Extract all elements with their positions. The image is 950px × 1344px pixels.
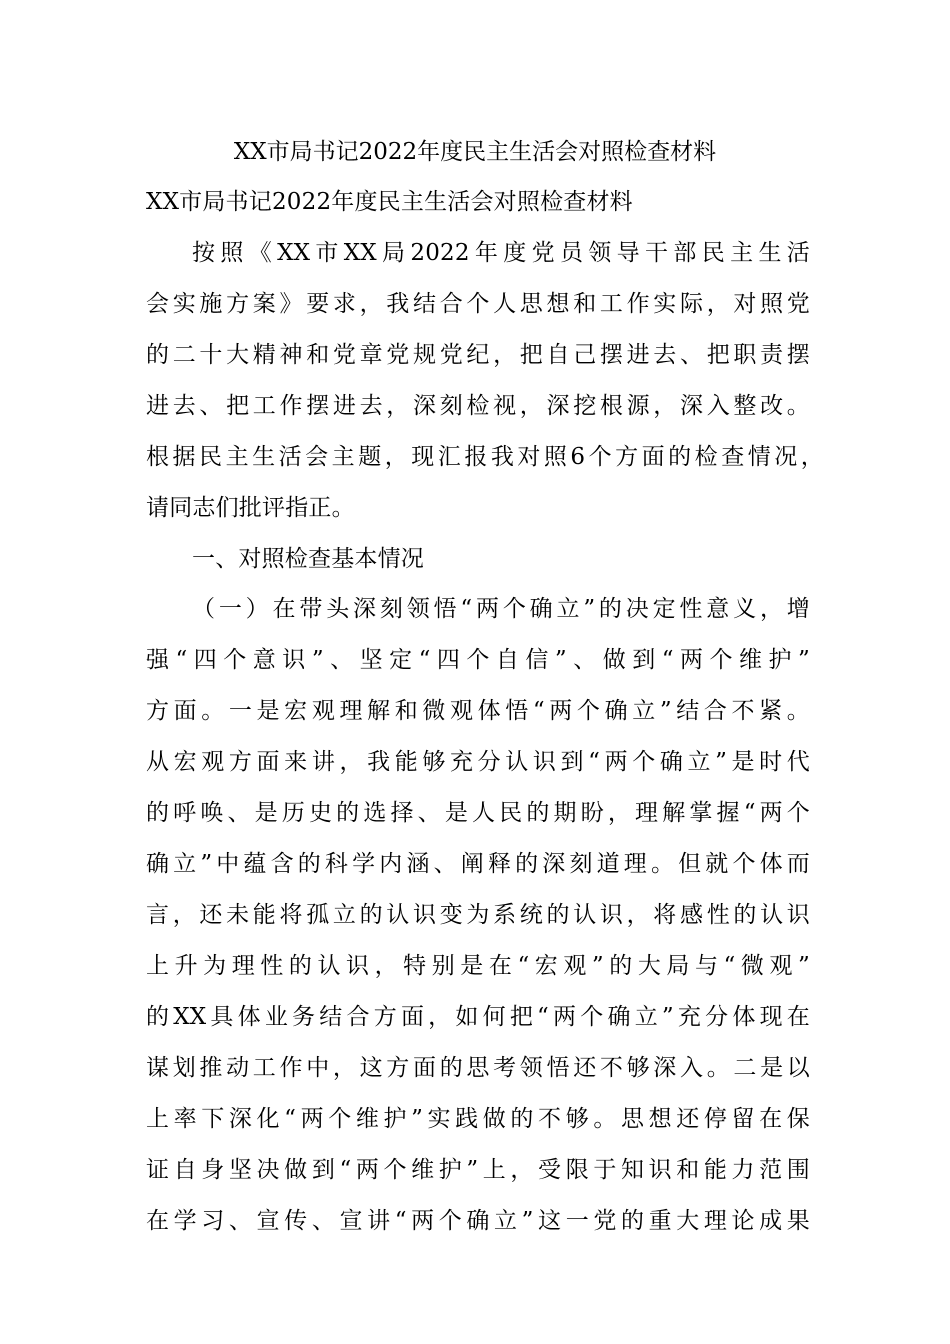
- section-heading: 一、对照检查基本情况: [192, 546, 424, 572]
- intro-line: 进去、把工作摆进去，深刻检视，深挖根源，深入整改。: [146, 393, 810, 419]
- body-line: 在学习、宣传、宣讲“两个确立”这一党的重大理论成果: [146, 1208, 810, 1234]
- header-title: XX市局书记2022年度民主生活会对照检查材料: [233, 139, 717, 165]
- body-line: （一）在带头深刻领悟“两个确立”的决定性意义，增: [192, 596, 810, 622]
- body-line: 从宏观方面来讲，我能够充分认识到“两个确立”是时代: [146, 749, 810, 775]
- intro-line: 会实施方案》要求，我结合个人思想和工作实际，对照党: [146, 291, 810, 317]
- document-title: XX市局书记2022年度民主生活会对照检查材料: [146, 189, 633, 215]
- body-line: 证自身坚决做到“两个维护”上，受限于知识和能力范围: [146, 1157, 810, 1183]
- body-line: 言，还未能将孤立的认识变为系统的认识，将感性的认识: [146, 902, 810, 928]
- body-line: 谋划推动工作中，这方面的思考领悟还不够深入。二是以: [146, 1055, 810, 1081]
- body-line: 的呼唤、是历史的选择、是人民的期盼，理解掌握“两个: [146, 800, 810, 826]
- intro-line: 按照《XX市XX局2022年度党员领导干部民主生活: [192, 240, 810, 266]
- body-line: 上率下深化“两个维护”实践做的不够。思想还停留在保: [146, 1106, 810, 1132]
- intro-line: 请同志们批评指正。: [146, 495, 355, 521]
- body-line: 上升为理性的认识，特别是在“宏观”的大局与“微观”: [146, 953, 810, 979]
- intro-line: 的二十大精神和党章党规党纪，把自己摆进去、把职责摆: [146, 342, 810, 368]
- body-line: 方面。一是宏观理解和微观体悟“两个确立”结合不紧。: [146, 698, 810, 724]
- body-line: 确立”中蕴含的科学内涵、阐释的深刻道理。但就个体而: [146, 851, 810, 877]
- body-line: 的XX具体业务结合方面，如何把“两个确立”充分体现在: [146, 1004, 810, 1030]
- intro-line: 根据民主生活会主题，现汇报我对照6个方面的检查情况，: [146, 444, 824, 470]
- body-line: 强“四个意识”、坚定“四个自信”、做到“两个维护”: [146, 647, 810, 673]
